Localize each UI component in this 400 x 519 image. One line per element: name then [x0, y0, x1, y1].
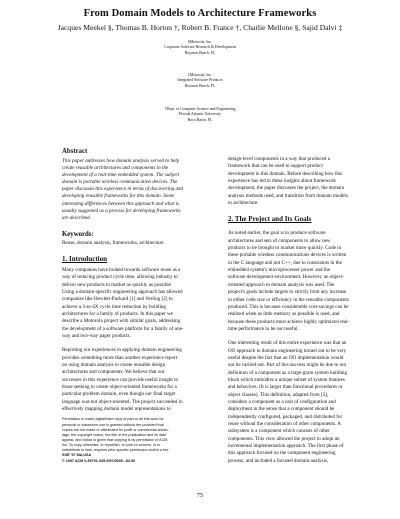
text-line: analysis methods used, and transition from domain models — [228, 192, 348, 199]
section-heading-project-goals: 2. The Project and Its Goals — [228, 215, 312, 224]
text-line: object classes). This definition, adapted from [3], — [228, 391, 329, 398]
text-line: block which embodies a unique subset of system features — [228, 376, 345, 383]
keywords-heading: Keywords: — [62, 230, 94, 238]
text-line: design-level components in a way that produced a — [228, 156, 330, 162]
text-line: development, the paper discusses the project, the domain — [228, 185, 345, 192]
text-line: experience has led to these insights about framework — [228, 178, 336, 185]
text-line: to architecture. — [228, 200, 259, 207]
text-line: As noted earlier, the goal is to produce software — [228, 230, 326, 237]
abstract-line: This paper addresses how domain analysis served to help — [62, 158, 180, 164]
text-line: realized when as little memory as possible is used, and — [228, 311, 340, 318]
text-line: products to be brought to market more quickly. Code in — [228, 245, 342, 252]
affiliation-dept: Florida Atlantic University — [179, 112, 221, 117]
affiliation-city: Boca Raton, FL — [187, 117, 213, 122]
text-line: in the C language and not C++, due to constraints in the — [228, 259, 342, 266]
affiliation-name: ‡Motorola, Inc. — [187, 73, 213, 77]
right-column — [228, 156, 393, 465]
text-line: these portable wireless communications devices is written — [228, 252, 347, 259]
text-line: because these products must achieve highly optimized real- — [228, 318, 350, 325]
text-line: effectively mapping domain model representations to — [62, 406, 171, 413]
text-line: software development environment. However, an object- — [228, 274, 344, 281]
text-line: embedded system's microprocessor power and the — [228, 267, 331, 274]
text-line: process, and included a focused domain analysis, — [228, 457, 329, 464]
project-paragraph-1 — [228, 230, 393, 333]
project-paragraph-2 — [228, 340, 393, 465]
text-line: definition of a component as a large-grain system building — [228, 369, 348, 376]
text-line: deliver new products to market as quickly as possible. — [62, 281, 173, 288]
abstract-body — [62, 158, 227, 222]
text-line: successes in this experience can provide useful insight to — [62, 376, 178, 383]
text-line: way of reducing product cycle time, allowing industry to — [62, 274, 178, 281]
text-line: language was not object-oriented. The project succeeded in — [62, 398, 183, 405]
text-line: Using a domain-specific engineering approach has allowed — [62, 288, 183, 295]
text-line: achieve a 3-to-4X cycle time reduction by building — [62, 303, 166, 310]
continued-paragraph — [228, 156, 393, 207]
affiliation-motorola-isp — [0, 73, 400, 89]
affiliation-fau — [0, 107, 400, 123]
text-line: provides something more than another experience report — [62, 354, 178, 361]
text-line: architectures and sets of components to allow new — [228, 237, 331, 244]
affiliation-name: §Motorola, Inc. — [187, 40, 213, 44]
text-line: Reporting our experiences in applying domain engineering — [62, 347, 182, 354]
text-line: in either code size or efficiency in the reusable components — [228, 296, 349, 303]
abstract-line: development of a real-time embedded system. The subject — [62, 172, 180, 179]
text-line: and behaviors. (It is larger than functional procedures or — [228, 384, 343, 391]
abstract-line: paper discusses this experience in terms of discovering and — [62, 186, 184, 193]
text-line: subsystem is a component which consists of other — [228, 428, 330, 435]
permission-line: copies are not made or distributed for profit or commercial advan- — [62, 427, 169, 432]
text-line: this approach focused on the component engineering — [228, 450, 336, 457]
text-line: way and two-way pager products. — [62, 332, 131, 339]
permission-line: Inc. To copy otherwise, to republish, to post on servers, or to — [62, 443, 161, 448]
abstract-line: domain is portable wireless communication devices. The — [62, 179, 178, 186]
text-line: not be carried out. Part of this success might be due to our — [228, 362, 347, 369]
text-line: deployment in the sense that a component should be — [228, 406, 335, 413]
conference-line: SSR '97 MA,USA — [62, 453, 92, 458]
affiliation-motorola-research — [0, 40, 400, 56]
text-line: incremental implementation approach. The first phase of — [228, 443, 344, 450]
permission-notice — [62, 417, 227, 463]
affiliation-city: Boynton Beach, FL — [184, 50, 216, 55]
text-line: independently configured, packaged, and distributed for — [228, 413, 343, 420]
text-line: companies like Hewlett-Packard [1] and Verilog [2] to — [62, 296, 173, 303]
paper-title: From Domain Models to Architecture Frameworks — [83, 8, 317, 19]
abstract-line: interesting differences between this approach and what is — [62, 200, 179, 207]
text-line: framework that can be used to support product — [228, 163, 323, 170]
keywords-text: Reuse, domain analysis, frameworks, architecture. — [62, 239, 165, 246]
text-line: time performance to be successful. — [228, 325, 299, 332]
text-line: describe a Motorola project with similar goals, addressing — [62, 318, 181, 325]
affiliation-city: Boynton Beach, FL — [184, 83, 216, 88]
text-line: architectures for a family of products. In this paper we — [62, 310, 173, 317]
affiliation-name: †Dept. of Computer Science and Engineering — [164, 107, 236, 111]
text-line: those seeking to create object-oriented frameworks for a — [62, 384, 177, 390]
abstract-line: usually suggested as a process for developing frameworks — [62, 207, 181, 214]
text-line: considers a component as a unit of configuration and — [228, 398, 336, 405]
permission-line: tage, the copyright notice, the title of the publication and its date — [62, 432, 167, 437]
text-line: Many companies have looked towards software reuse as a — [62, 266, 181, 273]
intro-paragraph-1 — [62, 267, 227, 340]
left-column — [62, 148, 227, 464]
abstract-line: are described. — [62, 214, 91, 221]
permission-line: redistribute to lists, requires prior specific permission and/or a fee. — [62, 448, 170, 453]
page-number: 75 — [196, 492, 204, 499]
author-list: Jacques Meekel §, Thomas B. Horton †, Robert B. France †, Charlie Mellone §, Sajid Dalvi ‡ — [57, 23, 343, 32]
permission-line: Permission to make digital/hard copy of part or all this work for — [62, 417, 164, 422]
section-heading-introduction: 1. Introduction — [62, 254, 107, 263]
text-line: the development of a software platform for a family of one- — [62, 325, 184, 332]
affiliation-dept: Corporate Software Research & Development — [164, 45, 236, 50]
text-line: reuse without the consideration of other components. A — [228, 421, 341, 427]
abstract-heading: Abstract — [62, 148, 88, 155]
intro-paragraph-2 — [62, 347, 227, 413]
affiliation-dept: Integrated Software Products — [177, 78, 223, 83]
text-line: produced. This is because considerable cost-savings can be — [228, 303, 349, 310]
text-line: components. This view allowed the project to adopt an — [228, 435, 340, 442]
text-line: oriented approach to domain analysis was used. The — [228, 281, 335, 288]
copyright-line: © 1997 ACM 0-89791-945-9/97/0005...$3.50 — [62, 458, 136, 463]
text-line: useful despite the fact that an OO implementation would — [228, 354, 344, 361]
text-line: on using domain analysis to create reusable design — [62, 361, 166, 368]
text-line: One interesting result of this entire experience was that an — [228, 340, 347, 347]
abstract-line: create reusable architectures and components in the — [62, 165, 169, 172]
text-line: project's goals include targets to strictly limit any increase — [228, 289, 347, 296]
text-line: OO approach to domain engineering turned out to be very — [228, 347, 347, 354]
text-line: particular problem domain, even though our final target — [62, 391, 176, 398]
permission-line: personal or classroom use is granted without fee provided that — [62, 422, 164, 427]
abstract-line: developing reusable frameworks for this domain. Some — [62, 193, 175, 200]
text-line: architectures and components. We believe that our — [62, 369, 165, 376]
text-line: development in this domain. Before describing how this — [228, 170, 343, 177]
permission-line: appear, and notice is given that copying is by permission of ACM, — [62, 438, 169, 442]
